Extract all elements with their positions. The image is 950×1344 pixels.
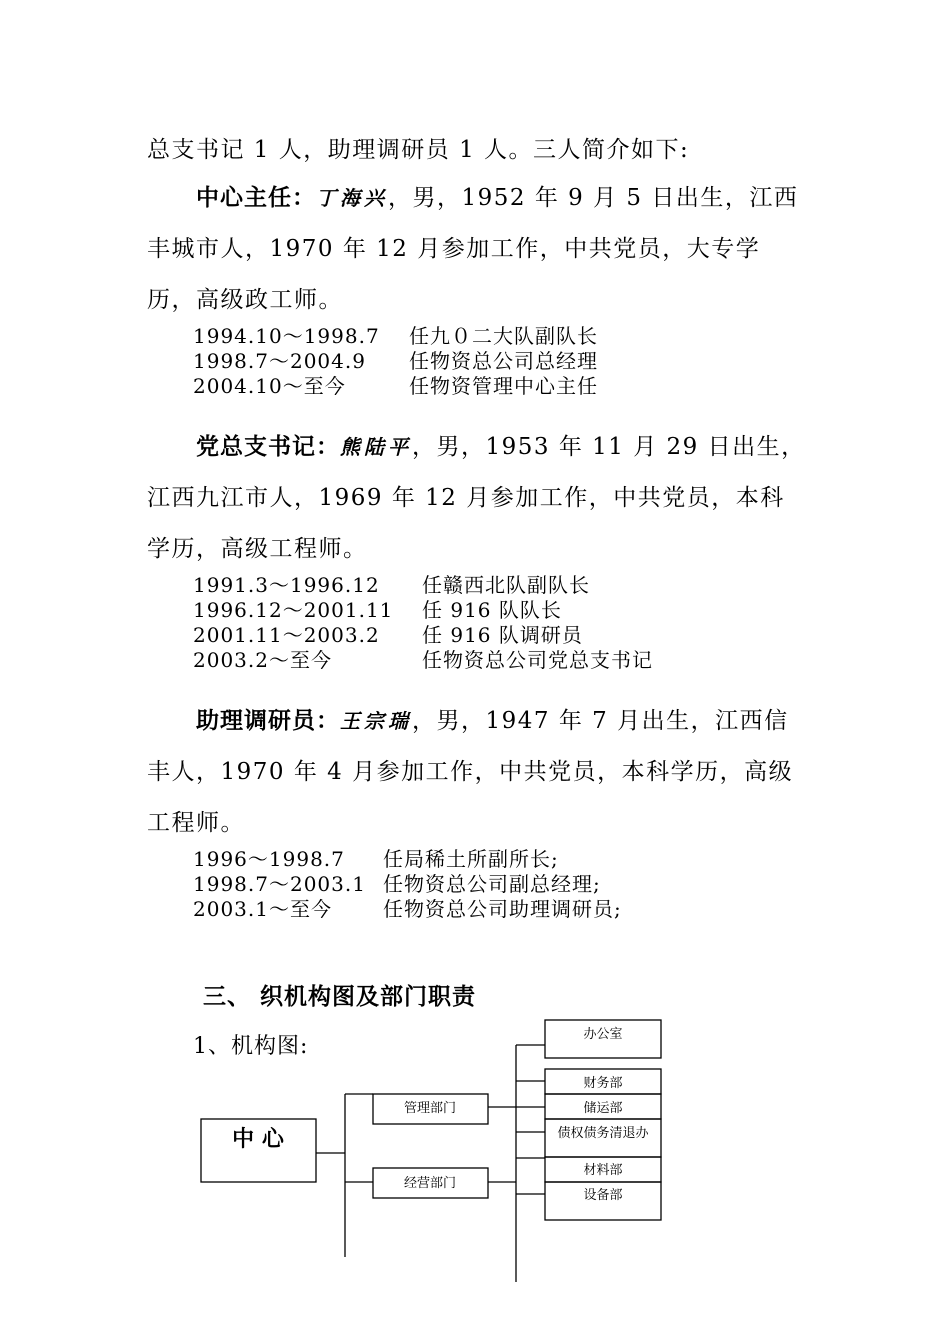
person-name: 丁海兴 bbox=[316, 186, 388, 210]
career-row: 1996.12～2001.11 任 916 队队长 bbox=[193, 598, 562, 622]
person-bio: ，男，1947 年 7 月出生，江西信丰人，1970 年 4 月参加工作，中共党员，本科学历，高级工程师。 bbox=[147, 708, 794, 836]
career-row: 2001.11～2003.2 任 916 队调研员 bbox=[193, 623, 583, 647]
career-row: 1998.7～2004.9 任物资总公司总经理 bbox=[193, 349, 598, 373]
career-row: 2004.10～至今 任物资管理中心主任 bbox=[193, 374, 598, 398]
career-row: 1991.3～1996.12 任赣西北队副队长 bbox=[193, 573, 590, 597]
person-bio: ，男，1952 年 9 月 5 日出生，江西丰城市人，1970 年 12 月参加工作，中共党员，大专学历，高级政工师。 bbox=[147, 185, 799, 313]
section-subheading: 1、机构图: bbox=[193, 1034, 309, 1059]
org-branch-label: 经营部门 bbox=[403, 1176, 457, 1191]
career-row: 2003.2～至今 任物资总公司党总支书记 bbox=[193, 648, 653, 672]
person-role: 党总支书记： bbox=[196, 434, 340, 460]
org-branch-label: 管理部门 bbox=[403, 1101, 457, 1116]
org-dept-label: 债权债务清退办 bbox=[557, 1126, 649, 1141]
person-name: 熊陆平 bbox=[340, 435, 412, 459]
person-role: 中心主任： bbox=[196, 185, 316, 211]
person-name: 王宗瑞 bbox=[340, 709, 412, 733]
career-row: 1994.10～1998.7 任九０二大队副队长 bbox=[193, 324, 598, 348]
section-heading: 三、 织机构图及部门职责 bbox=[203, 984, 477, 1010]
career-row: 1996～1998.7 任局稀土所副所长; bbox=[193, 847, 559, 871]
org-dept-label: 办公室 bbox=[583, 1027, 623, 1042]
person-bio: ，男，1953 年 11 月 29 日出生，江西九江市人，1969 年 12 月参加工作，中共党员，本科学历，高级工程师。 bbox=[147, 434, 806, 562]
intro-line: 总支书记 1 人，助理调研员 1 人。三人简介如下: bbox=[147, 137, 690, 163]
career-row: 2003.1～至今 任物资总公司助理调研员; bbox=[193, 897, 622, 921]
org-root-label: 中 心 bbox=[232, 1127, 284, 1152]
org-dept-label: 财务部 bbox=[583, 1076, 623, 1091]
org-dept-label: 储运部 bbox=[583, 1101, 623, 1116]
org-dept-label: 设备部 bbox=[583, 1188, 623, 1203]
org-dept-label: 材料部 bbox=[583, 1163, 623, 1178]
person-role: 助理调研员： bbox=[196, 708, 340, 734]
career-row: 1998.7～2003.1 任物资总公司副总经理; bbox=[193, 872, 601, 896]
